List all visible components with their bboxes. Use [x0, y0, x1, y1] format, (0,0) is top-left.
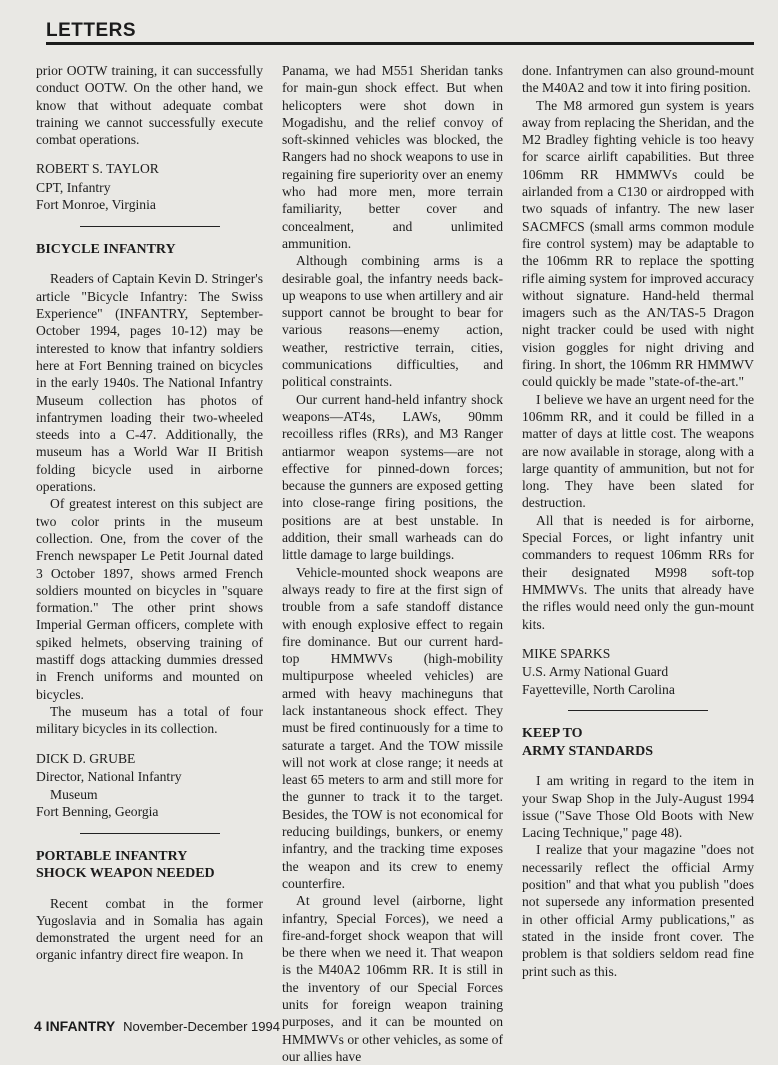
- section-title: LETTERS: [46, 20, 142, 42]
- paragraph: The museum has a total of four military bicycles in its collection.: [36, 703, 263, 737]
- heading-line: KEEP TO: [522, 726, 583, 742]
- paragraph: At ground level (airborne, light infantry, Special Forces), we need a fire-and-forget shock weapon that will be there when we need it. That weapon is the M40A2 106mm RR. It is still in the inventory of our Special Forces units for foreign weapon training purposes, and it can be mounted on HMMWVs or other vehicles, as some of our allies have: [282, 893, 503, 1064]
- signature-line: Fort Monroe, Virginia: [36, 197, 156, 213]
- paragraph: Panama, we had M551 Sheridan tanks for main-gun shock effect. But when helicopters were shot down in Mogadishu, and the relief convoy of soft-skinned vehicles was blocked, the Rangers had no shock weapons to use in regaining fire superiority over an enemy who had more men, more terrain familiarity, better cover and concealment, and unlimited ammunition.: [282, 63, 503, 251]
- paragraph: done. Infantrymen can also ground-mount the M40A2 and tow it into firing position.: [522, 63, 754, 96]
- signature-line: Fayetteville, North Carolina: [522, 681, 675, 697]
- header-rule: [46, 42, 754, 45]
- letter-divider: [568, 710, 708, 711]
- signature-line: Fort Benning, Georgia: [36, 804, 159, 819]
- letter-divider: [80, 833, 220, 834]
- paragraph: Recent combat in the former Yugoslavia and in Somalia has again demonstrated the urgent need for an organic infantry direct fire weapon. In: [36, 895, 263, 963]
- paragraph: I realize that your magazine "does not necessarily reflect the official Army position" and that what you publish "does not supersede any information presented in other official Army publications," as stated in the inside front cover. The problem is that soldiers seldom read fine print such as this.: [522, 842, 754, 979]
- column-2: [282, 62, 503, 1065]
- column-3: [522, 62, 754, 980]
- letter-1-text: prior OOTW training, it can successfully conduct OOTW. On the other hand, we know that without adequate combat training we cannot successfully execute combat operations.: [36, 63, 263, 148]
- letter-heading: [522, 725, 754, 760]
- paragraph: The M8 armored gun system is years away from replacing the Sheridan, and the M2 Bradley fighting vehicle is too heavy for scarce airlift capabilities. But three 106mm RR HMMWVs could be airlanded from a C130 or airdropped with two squads of infantry. The new laser SACMFCS (small arms common module fire control system) may be adaptable to the 106mm RR to replace the spotting rifle aiming system for improved accuracy without signature. Hand-held thermal imagers such as the AN/TAS-5 Dragon night tracker could be used with night vision goggles for night driving and firing. In short, the 106mm RR HMMWV could quickly be made "state-of-the-art.": [522, 97, 754, 390]
- signature-name: ROBERT S. TAYLOR: [36, 161, 159, 177]
- signature-line: U.S. Army National Guard: [522, 664, 669, 680]
- page-footer: [34, 1018, 280, 1034]
- signature-sparks: [522, 645, 754, 699]
- paragraph: Readers of Captain Kevin D. Stringer's article "Bicycle Infantry: The Swiss Experience" (INFANTRY, September-October 1994, pages 10-12) may be interested to know that infantry soldiers here at Fort Benning trained on bicycles in the early 1940s. The National Infantry Museum collection has photos of infantrymen loading their two-wheeled steeds into a C-47. Additionally, the museum has a World War II British folding bicycle used in airborne operations.: [36, 271, 263, 495]
- footer-page: 4 INFANTRY: [34, 1018, 116, 1034]
- paragraph: Of greatest interest on this subject are two color prints in the museum collection. One, from the cover of the French newspaper Le Petit Journal dated 3 October 1897, shows armed French soldiers mounted on bicycles in "square formation." The other print shows Imperial German officers, complete with spiked helmets, observing training of mastiff dogs attacking dummies dressed in French uniforms and mounted on bicycles.: [36, 496, 263, 702]
- column-1: [36, 62, 263, 964]
- signature-name: MIKE SPARKS: [522, 645, 611, 661]
- paragraph: Vehicle-mounted shock weapons are always ready to fire at the first sign of trouble from a safe standoff distance with enough explosive effect to regain fire dominance. But our current hard-top HMMWVs (high-mobility multipurpose wheeled vehicles) are armed with heavy machineguns that lack instantaneous shock effect. They must be fired continuously for a time to saturate a target. And the TOW missile will not work at close range; it needs at least 65 meters to arm and still more for the gunner to track it to the target. Besides, the TOW is not economical for reducing buildings, bunkers, or enemy infantry, and the tracking time exposes the weapon and its crew to enemy counterfire.: [282, 564, 503, 891]
- signature-line: Director, National Infantry: [36, 769, 182, 784]
- heading-line: ARMY STANDARDS: [522, 743, 654, 759]
- paragraph: I believe we have an urgent need for the 106mm RR, and it could be filled in a matter of days at little cost. The weapons are now available in storage, along with a large quantity of ammunition, but not for long. They have been slated for destruction.: [522, 391, 754, 511]
- heading-line: PORTABLE INFANTRY: [36, 848, 188, 864]
- signature-grube: [36, 750, 263, 821]
- paragraph: Our current hand-held infantry shock weapons—AT4s, LAWs, 90mm recoilless rifles (RRs), and M3 Ranger antiarmor weapon systems—are not effective for pinned-down forces; because the gunners are exposed getting into close-range firing positions, the positions are at best unstable. In addition, their small warheads can do little damage to large buildings.: [282, 391, 503, 563]
- signature-taylor: [36, 160, 263, 214]
- letter-heading: BICYCLE INFANTRY: [36, 241, 176, 257]
- paragraph: I am writing in regard to the item in your Swap Shop in the July-August 1994 issue ("Save Those Old Boots with New Lacing Technique," page 48).: [522, 773, 754, 841]
- signature-line: CPT, Infantry: [36, 179, 111, 195]
- signature-name: DICK D. GRUBE: [36, 750, 136, 766]
- paragraph: Although combining arms is a desirable goal, the infantry needs back-up weapons to use when artillery and air support cannot be brought to bear for various reasons—enemy action, weather, restrictive terrain, cities, communications difficulties, and political constraints.: [282, 253, 503, 390]
- paragraph: All that is needed is for airborne, Special Forces, or light infantry unit commanders to request 106mm RRs for their designated M998 soft-top HMMWVs. The units that already have the rifles would need only the gun-mount kits.: [522, 512, 754, 632]
- letter-divider: [80, 226, 220, 227]
- page-header: [46, 20, 754, 46]
- letter-heading: [36, 848, 263, 883]
- footer-date: November-December 1994: [123, 1019, 280, 1034]
- heading-line: SHOCK WEAPON NEEDED: [36, 866, 215, 881]
- signature-line: Museum: [50, 786, 98, 802]
